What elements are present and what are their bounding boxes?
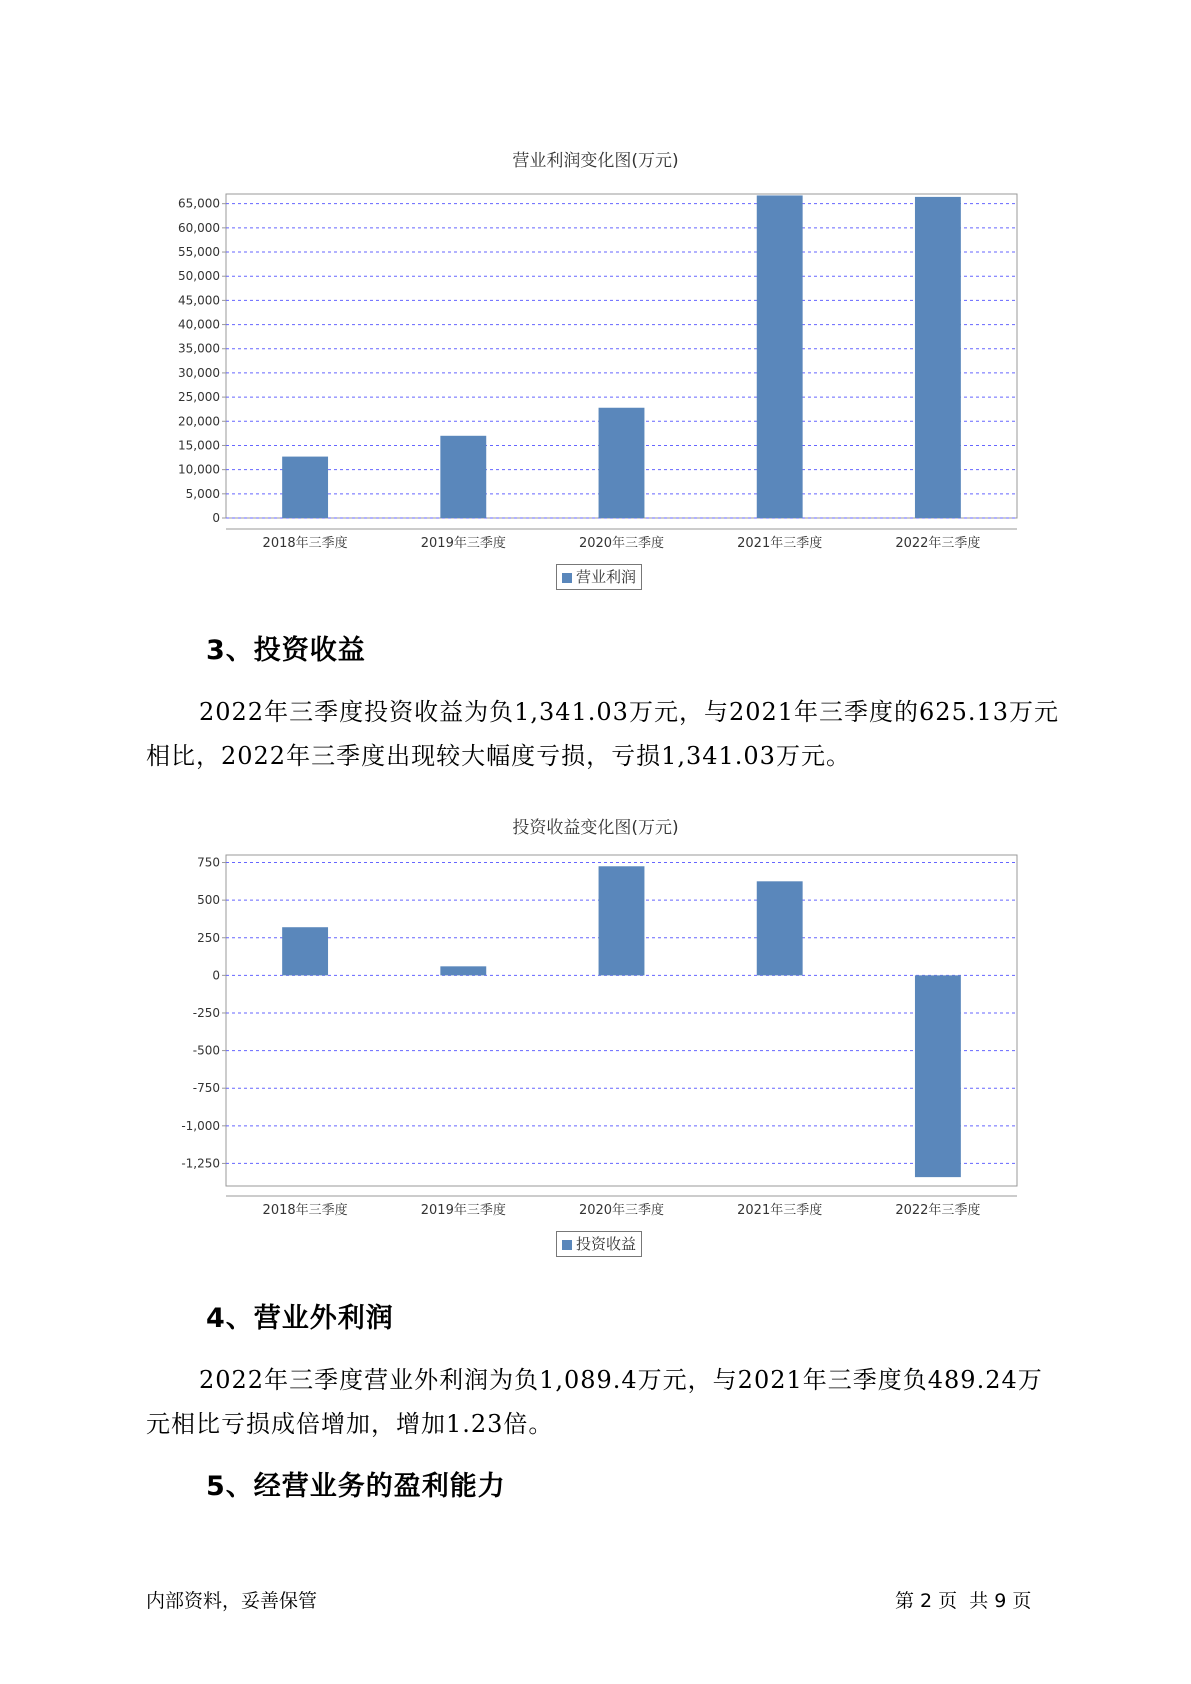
chart1-ytick-label: 55,000 [178,245,220,260]
chart2-ytick-label: -1,000 [181,1118,220,1133]
chart1-ytick-label: 50,000 [178,269,220,284]
chart2-ytick-label: -250 [192,1005,220,1020]
chart1-ytick-label: 10,000 [178,462,220,477]
chart2-ytick-label: 250 [197,930,220,945]
legend-swatch-icon [562,1240,572,1250]
chart1-title: 营业利润变化图(万元) [512,151,679,171]
section5-heading: 5、经营业务的盈利能力 [206,1471,506,1502]
chart1-ytick-label: 40,000 [178,317,220,332]
section4-paragraph: 2022年三季度营业外利润为负1,089.4万元，与2021年三季度负489.24万元相比亏损成倍增加，增加1.23倍。 [146,1366,1043,1438]
chart1-category-label: 2021年三季度 [737,536,823,551]
chart1-ytick-label: 35,000 [178,341,220,356]
chart2-category-label: 2022年三季度 [895,1203,981,1218]
chart1-category-label: 2019年三季度 [420,536,506,551]
chart1-ytick-label: 45,000 [178,293,220,308]
chart2-bar-2 [440,966,486,975]
chart2-bar-5 [915,975,961,1177]
chart1-ytick-label: 65,000 [178,196,220,211]
chart1-category-label: 2018年三季度 [262,536,348,551]
chart2-ytick-label: -750 [192,1081,220,1096]
chart2-bar-1 [282,927,328,975]
section3-paragraph: 2022年三季度投资收益为负1,341.03万元，与2021年三季度的625.13万元相比，2022年三季度出现较大幅度亏损，亏损1,341.03万元。 [146,698,1060,770]
chart2-category-label: 2020年三季度 [578,1203,665,1218]
chart2-ytick-label: -500 [192,1043,220,1058]
chart2-legend-label: 投资收益 [576,1235,637,1253]
chart2-legend [556,1231,642,1257]
chart1-category-label: 2022年三季度 [895,536,981,551]
section4-heading: 4、营业外利润 [206,1303,394,1334]
chart1-ytick-label: 15,000 [178,438,220,453]
section3-heading: 3、投资收益 [206,635,366,666]
chart1-ytick-label: 20,000 [178,414,220,429]
chart1-ytick-label: 60,000 [178,220,220,235]
chart2-category-label: 2018年三季度 [262,1203,348,1218]
footer-page-number: 第 2 页 共 9 页 [895,1590,1032,1612]
chart1-ytick-label: 0 [212,511,220,525]
chart1-category-label: 2020年三季度 [578,536,665,551]
footer-confidential: 内部资料，妥善保管 [146,1590,318,1612]
chart2-title: 投资收益变化图(万元) [512,818,679,838]
chart2-category-label: 2021年三季度 [737,1203,823,1218]
chart2-ytick-label: 0 [212,968,220,983]
chart2-category-label: 2019年三季度 [420,1203,506,1218]
chart1-ytick-label: 30,000 [178,365,220,380]
chart1-ytick-label: 25,000 [178,390,220,405]
chart2-bar-3 [599,866,645,975]
chart2-ytick-label: -1,250 [181,1156,220,1171]
chart2-ytick-label: 750 [197,855,220,870]
chart1-legend-label: 营业利润 [576,568,637,586]
chart1-ytick-label: 5,000 [185,486,220,501]
chart2-ytick-label: 500 [197,893,220,908]
chart2-bar-4 [757,881,803,975]
